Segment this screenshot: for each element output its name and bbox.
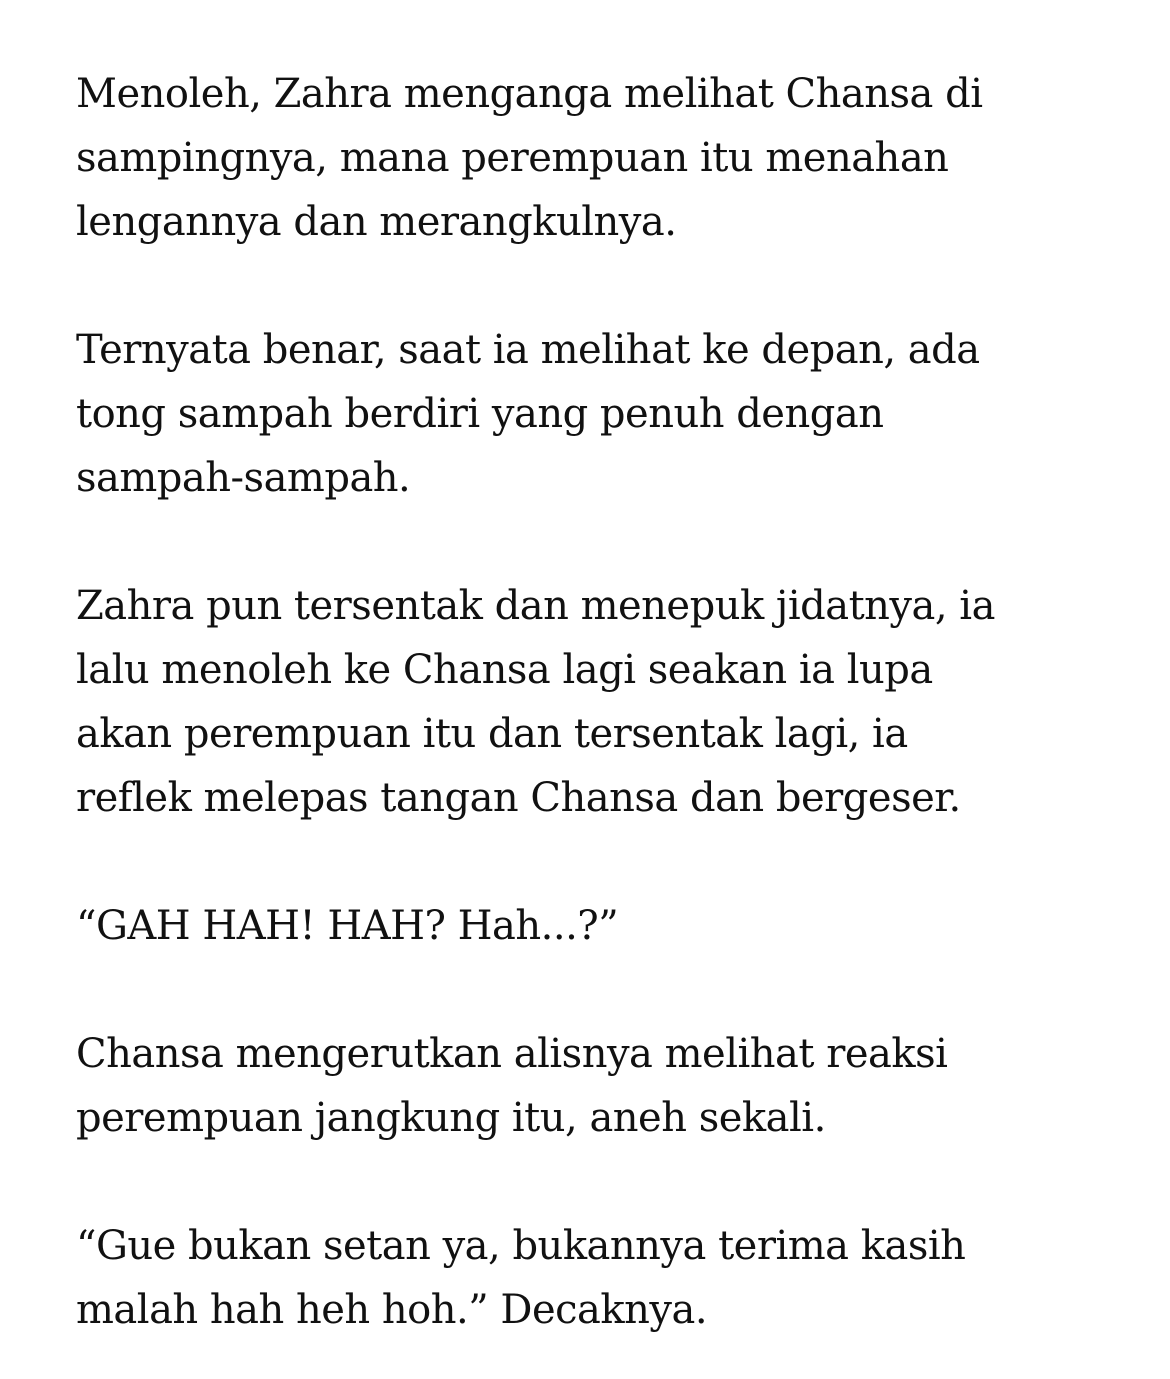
text-line: reflek melepas tangan Chansa dan bergeser.	[76, 775, 961, 821]
paragraph-3	[76, 574, 1136, 830]
text-line: akan perempuan itu dan tersentak lagi, ia	[76, 711, 908, 757]
paragraph-2	[76, 318, 1136, 510]
text-line: tong sampah berdiri yang penuh dengan	[76, 391, 884, 437]
text-line: lengannya dan merangkulnya.	[76, 199, 677, 245]
text-line: malah hah heh hoh.” Decaknya.	[76, 1287, 708, 1333]
text-line: perempuan jangkung itu, aneh sekali.	[76, 1095, 826, 1141]
text-line: Chansa mengerutkan alisnya melihat reaksi	[76, 1031, 948, 1077]
story-text-page	[76, 62, 1136, 1342]
paragraph-1	[76, 62, 1136, 254]
text-line: lalu menoleh ke Chansa lagi seakan ia lupa	[76, 647, 933, 693]
text-line: Ternyata benar, saat ia melihat ke depan, ada	[76, 327, 980, 373]
text-line: Zahra pun tersentak dan menepuk jidatnya, ia	[76, 583, 995, 629]
paragraph-5	[76, 1022, 1136, 1150]
text-line: “GAH HAH! HAH? Hah...?”	[76, 903, 619, 949]
paragraph-6	[76, 1214, 1136, 1342]
text-line: “Gue bukan setan ya, bukannya terima kasih	[76, 1223, 966, 1269]
text-line: Menoleh, Zahra menganga melihat Chansa di	[76, 71, 983, 117]
text-line: sampah-sampah.	[76, 455, 411, 501]
paragraph-4	[76, 894, 1136, 958]
text-line: sampingnya, mana perempuan itu menahan	[76, 135, 949, 181]
